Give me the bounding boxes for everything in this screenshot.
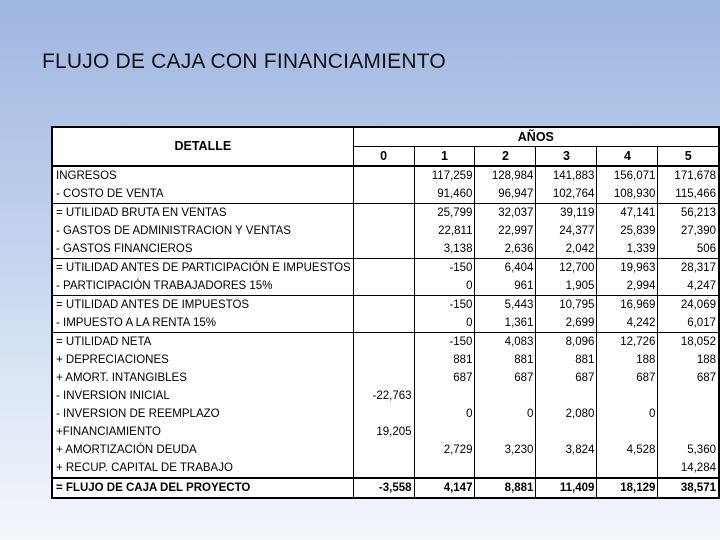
value-cell-year-0: 19,205 (353, 423, 414, 441)
value-cell-year-4: 108,930 (597, 185, 658, 204)
value-cell-year-1: 25,799 (414, 204, 475, 223)
value-cell-year-1: 91,460 (414, 185, 475, 204)
table-row (52, 351, 719, 369)
value-cell-year-4: 0 (597, 405, 658, 423)
value-cell-year-4: 4,528 (597, 441, 658, 459)
table-header (52, 127, 719, 166)
value-cell-year-5 (658, 423, 719, 441)
value-cell-year-2: 687 (475, 369, 536, 387)
value-cell-year-0 (353, 459, 414, 478)
value-cell-year-3: 141,883 (536, 166, 597, 185)
value-cell-year-2: 22,997 (475, 222, 536, 240)
row-label: - INVERSION INICIAL (52, 387, 353, 405)
slide-title: FLUJO DE CAJA CON FINANCIAMIENTO (42, 50, 446, 73)
value-cell-year-2 (475, 459, 536, 478)
value-cell-year-3: 102,764 (536, 185, 597, 204)
value-cell-year-3: 881 (536, 351, 597, 369)
table-row (52, 387, 719, 405)
value-cell-year-4 (597, 423, 658, 441)
value-cell-year-5: 56,213 (680, 206, 716, 219)
value-cell-year-0 (353, 185, 414, 204)
value-cell-year-1: -150 (414, 333, 475, 352)
value-cell-year-4: 12,726 (597, 333, 658, 352)
table-row (52, 459, 719, 478)
row-label: - GASTOS DE ADMINISTRACION Y VENTAS (52, 222, 353, 240)
value-cell-year-4: 25,839 (597, 222, 658, 240)
table-row (52, 185, 719, 204)
row-label: = UTILIDAD BRUTA EN VENTAS (52, 204, 353, 223)
value-cell-year-1: 4,147 (414, 478, 475, 498)
value-cell-year-0: -3,558 (353, 478, 414, 498)
value-cell-year-4: 47,141 (597, 204, 658, 223)
detail-header: DETALLE (52, 127, 353, 166)
value-cell-year-0 (353, 296, 414, 315)
value-cell-year-2: 1,361 (475, 314, 536, 333)
value-cell-year-1: 2,729 (414, 441, 475, 459)
value-cell-year-5: 14,284 (680, 461, 716, 474)
value-cell-year-3: 2,699 (536, 314, 597, 333)
value-cell-year-3: 24,377 (536, 222, 597, 240)
year-header-0: 0 (353, 147, 414, 167)
value-cell-year-3 (536, 387, 597, 405)
value-cell-year-2: 4,083 (475, 333, 536, 352)
value-cell-year-1: 687 (414, 369, 475, 387)
value-cell-year-4: 687 (597, 369, 658, 387)
value-cell-year-4: 2,994 (597, 277, 658, 296)
table-row (52, 369, 719, 387)
value-cell-year-5: 687 (696, 371, 716, 384)
table-row (52, 296, 719, 315)
row-label: + DEPRECIACIONES (52, 351, 353, 369)
year-header-1: 1 (414, 147, 475, 167)
row-label: = UTILIDAD ANTES DE IMPUESTOS (52, 296, 353, 315)
row-label: - IMPUESTO A LA RENTA 15% (52, 314, 353, 333)
value-cell-year-1: 881 (414, 351, 475, 369)
row-label: - INVERSION DE REEMPLAZO (52, 405, 353, 423)
row-label: + AMORTIZACIÓN DEUDA (52, 441, 353, 459)
value-cell-year-3: 12,700 (536, 259, 597, 278)
value-cell-year-3: 11,409 (536, 478, 597, 498)
value-cell-year-5: 28,317 (680, 261, 716, 274)
value-cell-year-1: 0 (414, 405, 475, 423)
value-cell-year-0 (353, 369, 414, 387)
value-cell-year-2: 128,984 (475, 166, 536, 185)
value-cell-year-2: 5,443 (475, 296, 536, 315)
year-header-3: 3 (536, 147, 597, 167)
value-cell-year-5: 24,069 (680, 298, 716, 311)
value-cell-year-0 (353, 166, 414, 185)
value-cell-year-3 (536, 459, 597, 478)
value-cell-year-3: 2,080 (536, 405, 597, 423)
row-label: - GASTOS FINANCIEROS (52, 240, 353, 259)
value-cell-year-5: 171,678 (674, 169, 716, 182)
value-cell-year-4: 188 (597, 351, 658, 369)
table-row (52, 259, 719, 278)
value-cell-year-5: 6,017 (658, 314, 719, 333)
table-row (52, 204, 719, 223)
value-cell-year-5: 188 (696, 353, 716, 366)
value-cell-year-3: 39,119 (536, 204, 597, 223)
years-header: AÑOS (353, 127, 719, 147)
value-cell-year-3: 10,795 (536, 296, 597, 315)
cash-flow-table (51, 126, 720, 499)
row-label: +FINANCIAMIENTO (52, 423, 353, 441)
row-label: = UTILIDAD NETA (52, 333, 353, 352)
value-cell-year-5: 5,360 (687, 443, 716, 456)
table-body (52, 166, 719, 498)
value-cell-year-5: 115,466 (658, 185, 719, 204)
row-label: + AMORT. INTANGIBLES (52, 369, 353, 387)
value-cell-year-1 (414, 387, 475, 405)
value-cell-year-2 (475, 387, 536, 405)
value-cell-year-2: 6,404 (475, 259, 536, 278)
year-header-2: 2 (475, 147, 536, 167)
value-cell-year-0 (353, 314, 414, 333)
table-row (52, 333, 719, 352)
value-cell-year-0 (353, 222, 414, 240)
value-cell-year-2: 96,947 (475, 185, 536, 204)
table-row (52, 405, 719, 423)
value-cell-year-5: 4,247 (658, 277, 719, 296)
value-cell-year-4: 18,129 (597, 478, 658, 498)
value-cell-year-0: -22,763 (353, 387, 414, 405)
value-cell-year-1: -150 (414, 296, 475, 315)
value-cell-year-0 (353, 259, 414, 278)
table-row (52, 166, 719, 185)
row-label: = UTILIDAD ANTES DE PARTICIPACIÓN E IMPUESTOS (52, 259, 353, 278)
year-header-5: 5 (658, 147, 719, 167)
value-cell-year-2: 3,230 (475, 441, 536, 459)
value-cell-year-0 (353, 240, 414, 259)
value-cell-year-3: 3,824 (536, 441, 597, 459)
value-cell-year-4: 156,071 (597, 166, 658, 185)
row-label: = FLUJO DE CAJA DEL PROYECTO (52, 478, 353, 498)
value-cell-year-2: 0 (475, 405, 536, 423)
value-cell-year-5: 27,390 (680, 224, 716, 237)
value-cell-year-5 (658, 405, 719, 423)
row-label: INGRESOS (52, 166, 353, 185)
value-cell-year-5: 18,052 (680, 335, 716, 348)
value-cell-year-0 (353, 405, 414, 423)
value-cell-year-1: -150 (414, 259, 475, 278)
value-cell-year-3: 2,042 (536, 240, 597, 259)
value-cell-year-3: 8,096 (536, 333, 597, 352)
value-cell-year-0 (353, 277, 414, 296)
table-row (52, 441, 719, 459)
table-row (52, 314, 719, 333)
year-header-4: 4 (597, 147, 658, 167)
value-cell-year-2 (475, 423, 536, 441)
value-cell-year-1: 0 (414, 314, 475, 333)
value-cell-year-1: 0 (414, 277, 475, 296)
value-cell-year-1: 3,138 (414, 240, 475, 259)
table-row (52, 277, 719, 296)
table-row (52, 222, 719, 240)
value-cell-year-0 (353, 351, 414, 369)
value-cell-year-0 (353, 441, 414, 459)
value-cell-year-1 (414, 423, 475, 441)
value-cell-year-4: 1,339 (597, 240, 658, 259)
value-cell-year-2: 881 (475, 351, 536, 369)
value-cell-year-2: 2,636 (475, 240, 536, 259)
table-row (52, 423, 719, 441)
value-cell-year-4 (597, 459, 658, 478)
value-cell-year-4: 4,242 (597, 314, 658, 333)
value-cell-year-1: 117,259 (414, 166, 475, 185)
value-cell-year-4 (597, 387, 658, 405)
row-label: - COSTO DE VENTA (52, 185, 353, 204)
row-label: - PARTICIPACIÓN TRABAJADORES 15% (52, 277, 353, 296)
value-cell-year-1: 22,811 (414, 222, 475, 240)
value-cell-year-3 (536, 423, 597, 441)
value-cell-year-0 (353, 204, 414, 223)
value-cell-year-1 (414, 459, 475, 478)
value-cell-year-0 (353, 333, 414, 352)
value-cell-year-2: 961 (475, 277, 536, 296)
row-label: + RECUP. CAPITAL DE TRABAJO (52, 459, 353, 478)
value-cell-year-5: 38,571 (658, 478, 719, 498)
table-row (52, 240, 719, 259)
value-cell-year-3: 687 (536, 369, 597, 387)
value-cell-year-4: 19,963 (597, 259, 658, 278)
total-row (52, 478, 719, 498)
value-cell-year-4: 16,969 (597, 296, 658, 315)
value-cell-year-5: 506 (658, 240, 719, 259)
value-cell-year-2: 8,881 (475, 478, 536, 498)
value-cell-year-2: 32,037 (475, 204, 536, 223)
value-cell-year-3: 1,905 (536, 277, 597, 296)
value-cell-year-5 (658, 387, 719, 405)
